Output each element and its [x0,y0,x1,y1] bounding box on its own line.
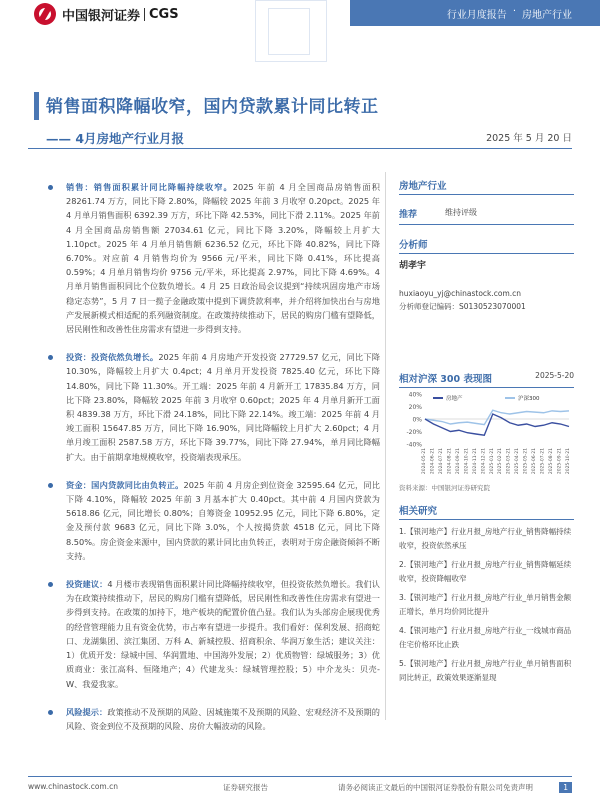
chart-date: 2025-5-20 [535,371,574,380]
related-item[interactable]: 1.【银河地产】行业月报_房地产行业_销售降幅持续收窄，投资依然承压 [399,527,572,550]
bullet-icon [48,710,53,715]
related-item[interactable]: 4.【银河地产】行业月报_房地产行业_一线城市商品住宅价格环比止跌 [399,626,572,649]
footer-disclaimer: 请务必阅读正文最后的中国银河证券股份有限公司免责声明 [338,783,533,792]
section-lead: 资金：国内贷款同比由负转正。 [66,479,184,490]
footer-site[interactable]: www.chinastock.com.cn [28,782,118,791]
sector-label: 房地产行业 [522,10,572,21]
x-tick-label: 2025-05-21 [523,448,529,475]
title-rule [28,148,572,149]
y-tick-label: 0% [412,416,422,424]
analyst-name: 胡孝宇 [399,261,427,271]
section-lead: 风险提示： [66,706,108,717]
x-tick-label: 2025-02-21 [498,448,504,475]
x-tick-label: 2025-07-21 [540,448,546,475]
x-tick-label: 2025-09-21 [557,448,563,475]
x-tick-label: 2025-10-21 [566,448,571,475]
x-tick-label: 2024-06-21 [430,448,436,475]
section-lead: 投资建议： [66,579,108,590]
analyst-email[interactable]: huxiaoyu_yj@chinastock.com.cn [399,289,522,298]
related-item[interactable]: 2.【银河地产】行业月报_房地产行业_销售降幅延续收窄，投资降幅收窄 [399,560,572,583]
legend-label: 房地产 [446,396,463,402]
page-footer [28,776,572,792]
rating-value: 维持评级 [445,208,477,217]
bullet-icon [48,355,53,360]
x-tick-label: 2025-06-21 [532,448,538,475]
brand-logo [34,3,179,25]
y-tick-label: 40% [408,391,422,399]
y-tick-label: 20% [408,404,422,411]
industry-label: 房地产行业 [399,178,574,195]
performance-chart [399,388,574,480]
bullet-icon [48,582,53,587]
x-tick-label: 2024-08-21 [447,448,453,475]
section-advice [34,577,380,691]
sidebar [399,178,574,690]
section-funding [34,478,380,563]
section-lead: 投资：投资依然负增长。 [66,352,159,363]
x-tick-label: 2025-03-21 [506,448,512,475]
brand-name-en: CGS [149,6,179,22]
chart-source: 资料来源：中国银河证券研究院 [399,484,490,492]
brand-name-cn: 中国银河证券 [62,8,141,24]
galaxy-logo-icon [34,3,56,25]
page-header: 中国银河证券 CGS 行业月度报告 · 房地产行业 [0,0,600,34]
column-divider [385,172,386,720]
page-title: 销售面积降幅收窄，国内贷款累计同比转正 [46,97,379,117]
x-tick-label: 2025-01-21 [489,448,495,475]
series-line-沪深300 [425,410,569,424]
title-accent [34,92,39,120]
x-tick-label: 2024-12-21 [481,448,487,475]
section-body: 2025 年前 4 月全国商品房销售面积 28261.74 万方，同比下降 2.80%，降幅较 2025 年前 3 月收窄 0.20pct。2025 年 4 月单月销售面积 6392.39 万方，环比下降 42.53%，同比下滑 2.11%。2025 年前 4 月全国商品房销售额 27034.61 亿元，同比下降 3.20%，降幅较上月扩大 1.10pct。2025 年 4 月单月销售额 6236.52 亿元，环比下降 40.82%，同比下降 6.70%。对应前 4 月销售均价为 9566 元/平米，同比下降 0.41%，环比提高 0.59%；4 月单月销售均价 9756 元/平米，环比提高 2.97%，同比下降 4.69%。4 月单月销售面积同比个位数负增长。4 月 25 日政治局会议提到“持续巩固房地产市场稳定态势”，5 月 7 日一揽子金融政策中提到下调贷款利率，并介绍将加快出台与房地产发展新模式相适配的系列融资制度。在政策持续推动下，居民的购房门槛有望降低，居民刚性和改善性住房需求有望进一步得到支持。 [66,182,380,335]
x-tick-label: 2025-08-21 [549,448,555,475]
x-tick-label: 2024-05-21 [422,448,427,475]
section-body: 2025 年前 4 月房地产开发投资 27729.57 亿元，同比下降 10.30%，降幅较上月扩大 0.4pct；4 月单月开发投资 7825.40 亿元，环比下降 14.80%，同比下降 11.30%。开工端：2025 年前 4 月新开工 17835.84 万方，同比下降 23.80%，降幅较 2025 年前 3 月收窄 0.60pct；2025 年 4 月单月新开工面积 4839.38 万方，环比下滑 24.18%，同比下降 22.14%。竣工端：2025 年前 4 月竣工面积 15647.85 万方，同比下降 16.90%，同比降幅较上月扩大 2.60pct；4 月单月竣工面积 2587.58 万方，环比下降 39.77%，同比下降 27.94%，单月同比降幅扩大。由于前期拿地规模收窄，投资端表现承压。 [66,352,380,462]
related-item[interactable]: 5.【银河地产】行业月报_房地产行业_单月销售面积同比转正，政策效果逐渐显现 [399,659,572,682]
rating-label: 推荐 [399,210,418,220]
analyst-label: 分析师 [399,240,428,251]
x-tick-label: 2025-04-21 [515,448,521,475]
report-type: 行业月度报告 [446,10,507,21]
footer-doc-type: 证券研究报告 [223,783,268,792]
y-tick-label: -20% [406,429,422,436]
analyst-cert: 分析师登记编码：S0130523070001 [399,302,526,311]
chart-title: 相对沪深 300 表现图 [399,374,492,385]
related-item[interactable]: 3.【银河地产】行业月报_房地产行业_单月销售金额正增长，单月均价同比提升 [399,593,572,616]
section-lead: 销售：销售面积累计同比降幅持续收窄。 [66,182,233,192]
decorative-frame-inner [268,8,310,55]
section-sales [34,180,380,336]
x-tick-label: 2024-10-21 [464,448,470,475]
section-investment [34,350,380,464]
related-title: 相关研究 [399,503,574,520]
x-tick-label: 2024-09-21 [455,448,461,475]
report-date: 2025 年 5 月 20 日 [486,133,572,144]
bullet-icon [48,185,53,190]
x-tick-label: 2024-11-21 [472,448,478,475]
y-tick-label: -40% [406,441,422,449]
bullet-icon [48,483,53,488]
section-risk [34,705,380,733]
section-body: 政策推动不及预期的风险、因城施策不及预期的风险、宏观经济不及预期的风险、资金到位不及预期的风险、房价大幅波动的风险。 [66,706,380,731]
main-content [34,180,380,747]
section-body: 4 月楼市表现销售面积累计同比降幅持续收窄，但投资依然负增长。我们认为在政策持续推动下，居民的购房门槛有望降低，居民刚性和改善性住房需求有望进一步得到支持。在政策的加持下，地产板块的配置价值凸显。我们认为头部房企展现优秀的经营管理能力且有资金优势，市占率有望进一步提升。我们看好：保利发展、招商蛇口、龙湖集团、滨江集团、万科 A、新城控股、招商积余、华润万象生活；建议关注：1）优质开发：绿城中国、华润置地、中国海外发展；2）优质物管：绿城服务；3）优质商业：张江高科、恒隆地产；4）代建龙头：绿城管理控股；5）中介龙头：贝壳-W、我爱我家。 [66,579,380,689]
x-tick-label: 2024-07-21 [438,448,444,475]
page-subtitle: —— 4月房地产行业月报 [46,131,185,146]
page-number: 1 [559,782,572,793]
section-body: 2025 年前 4 月房企到位资金 32595.64 亿元，同比下降 4.10%，降幅较 2025 年前 3 月基本扩大 0.40pct。其中前 4 月国内贷款为 5618.86 亿元，同比增长 0.80%；自筹资金 10952.95 亿元，同比下降 6.80%，定金及预付款 9683 亿元，同比下降 3.0%，个人按揭贷款 4518 亿元，同比下降 8.50%。房企资金来源中，国内贷款的累计同比由负转正，表明对于房企融资倾斜不断支持。 [66,479,380,561]
series-line-房地产 [425,414,569,435]
legend-label: 沪深300 [518,396,540,402]
